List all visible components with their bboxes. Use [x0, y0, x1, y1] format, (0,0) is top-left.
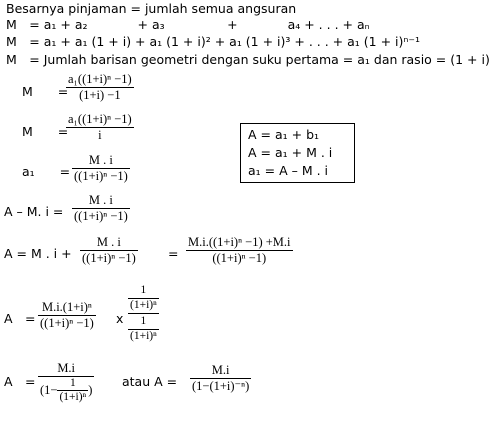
series-line-1: M = a₁ + a₂ + a₃ + a₄ + . . . + aₙ: [6, 17, 370, 32]
step7-atau: atau A =: [122, 374, 178, 389]
step7-inner-fraction: [57, 378, 88, 404]
box-line-1: A = a₁ + b₁: [248, 127, 320, 142]
step3-denominator: ((1+i)ⁿ −1): [74, 168, 128, 183]
step3-fraction: [72, 154, 130, 182]
step7-inner-numerator: 1: [69, 376, 76, 389]
series-line-3: M = Jumlah barisan geometri dengan suku pertama = a₁ dan rasio = (1 + i): [6, 52, 490, 67]
step5-numerator-1: M . i: [96, 235, 121, 249]
step5-fraction-2: [186, 236, 293, 264]
step6-numerator-1: M.i.(1+i)ⁿ: [41, 300, 92, 314]
step6-denominator-1: ((1+i)ⁿ −1): [40, 315, 94, 330]
main-fraction-bar: [128, 313, 159, 314]
step1-denominator: (1+i) −1: [79, 87, 121, 102]
step4-numerator: M . i: [88, 193, 113, 207]
step1-fraction: [66, 73, 134, 101]
intro-line: Besarnya pinjaman = jumlah semua angsuran: [6, 1, 297, 16]
step4-denominator: ((1+i)ⁿ −1): [74, 208, 128, 223]
box-line-2: A = a₁ + M . i: [248, 145, 333, 160]
step6-bottom-numerator: 1: [140, 315, 147, 327]
step3-numerator: M . i: [88, 153, 113, 167]
step3-lhs: a₁ =: [22, 164, 71, 179]
step5-denominator-1: ((1+i)ⁿ −1): [82, 250, 136, 265]
step4-fraction: [72, 194, 130, 222]
step7-numerator-2: M.i: [211, 363, 230, 377]
step2-fraction: [66, 113, 134, 141]
step2-denominator: i: [98, 127, 102, 142]
step7-lhs: A =: [4, 374, 36, 389]
step6-times: x: [116, 311, 124, 326]
fraction-bar: [38, 376, 94, 377]
relation-box: [240, 123, 355, 183]
step7-denominator-1: [38, 378, 94, 404]
step1-numerator: a₁((1+i)ⁿ −1): [68, 72, 132, 86]
step6-bottom-fraction: [128, 316, 159, 342]
step7-inner-denominator: (1+i)ⁿ: [59, 391, 87, 403]
step6-top-numerator: 1: [140, 284, 147, 296]
step5-numerator-2: M.i.((1+i)ⁿ −1) +M.i: [188, 235, 291, 249]
step4-lhs: A – M. i =: [4, 204, 64, 219]
box-line-3: a₁ = A – M . i: [248, 163, 329, 178]
step5-equals: =: [168, 246, 179, 261]
step6-lhs: A =: [4, 311, 36, 326]
step6-top-fraction: [128, 285, 159, 311]
step7-fraction-1: [38, 362, 94, 404]
step7-fraction-2: [190, 364, 251, 392]
step5-denominator-2: ((1+i)ⁿ −1): [212, 250, 267, 265]
step7-den-prefix: (1−: [40, 383, 58, 398]
step7-numerator-1: M.i: [57, 361, 76, 375]
step5-lhs: A = M . i +: [4, 246, 72, 261]
step2-lhs: M =: [22, 124, 69, 139]
step6-compound-fraction: [128, 285, 159, 342]
step6-bottom-denominator: (1+i)ⁿ: [130, 329, 157, 342]
step2-numerator: a₁((1+i)ⁿ −1): [68, 112, 132, 126]
step7-denominator-2: (1−(1+i)⁻ⁿ): [192, 378, 250, 393]
series-line-2: M = a₁ + a₁ (1 + i) + a₁ (1 + i)² + a₁ (1 + i)³ + . . . + a₁ (1 + i)ⁿ⁻¹: [6, 34, 420, 49]
step6-top-denominator: (1+i)ⁿ: [130, 298, 157, 311]
step6-fraction-1: [38, 301, 96, 329]
step5-fraction-1: [80, 236, 138, 264]
step1-lhs: M =: [22, 84, 69, 99]
step7-den-suffix: ): [88, 383, 93, 398]
